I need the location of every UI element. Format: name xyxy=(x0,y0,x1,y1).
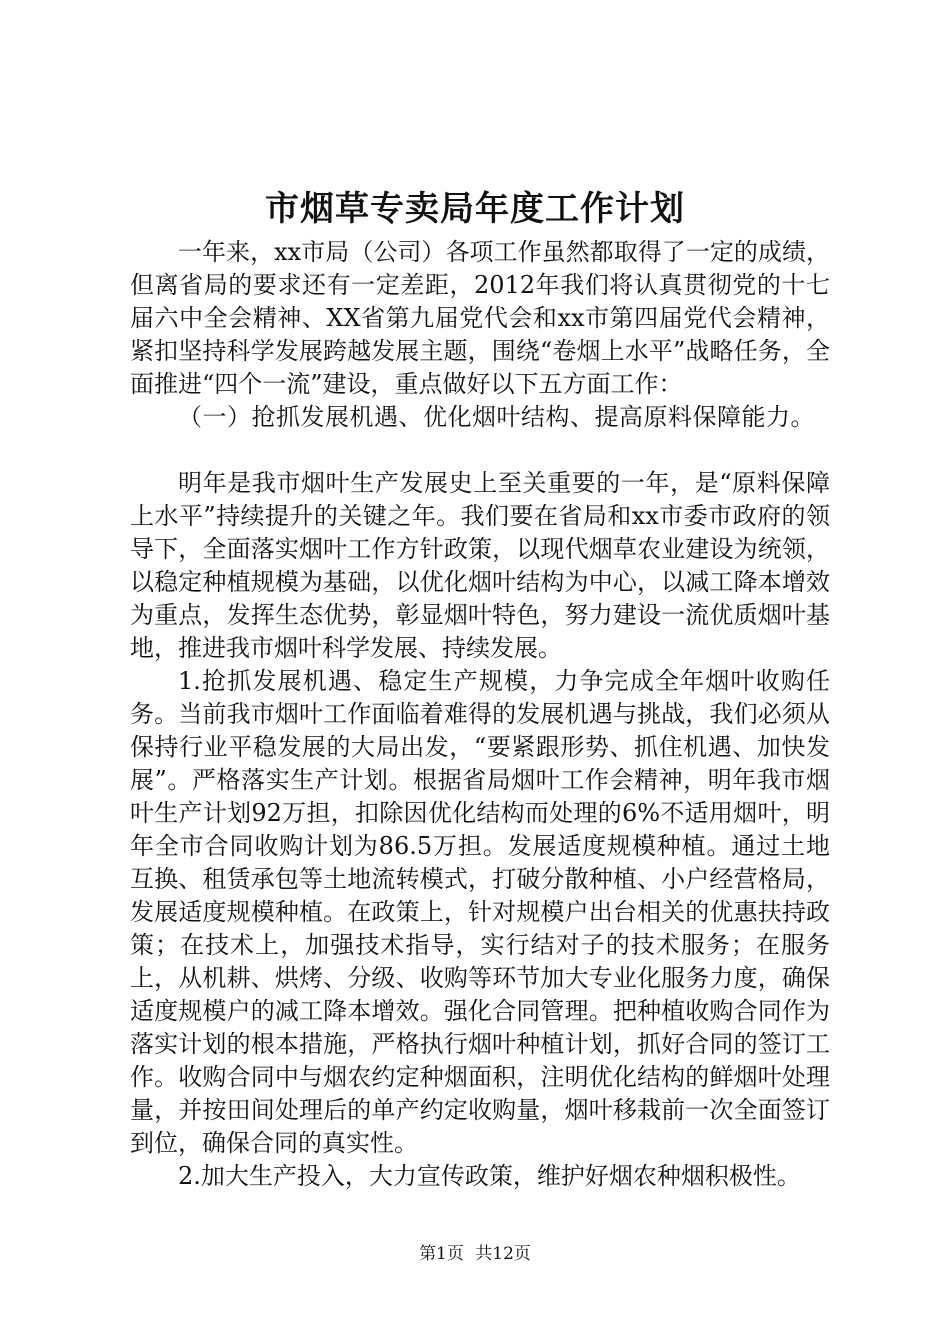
page-footer xyxy=(0,1242,950,1266)
page-number: 第1页 xyxy=(419,1244,464,1264)
body-paragraph: 1.抢抓发展机遇、稳定生产规模，力争完成全年烟叶收购任务。当前我市烟叶工作面临着难得的发展机遇与挑战，我们必须从保持行业平稳发展的大局出发，“要紧跟形势、抓住机遇、加快发展”。严格落实生产计划。根据省局烟叶工作会精神，明年我市烟叶生产计划92万担，扣除因优化结构而处理的6%不适用烟叶，明年全市合同收购计划为86.5万担。发展适度规模种植。通过土地互换、租赁承包等土地流转模式，打破分散种植、小户经营格局，发展适度规模种植。在政策上，针对规模户出台相关的优惠扶持政策；在技术上，加强技术指导，实行结对子的技术服务；在服务上，从机耕、烘烤、分级、收购等环节加大专业化服务力度，确保适度规模户的减工降本增效。强化合同管理。把种植收购合同作为落实计划的根本措施，严格执行烟叶种植计划，抓好合同的签订工作。收购合同中与烟农约定种烟面积，注明优化结构的鲜烟叶处理量，并按田间处理后的单产约定收购量，烟叶移栽前一次全面签订到位，确保合同的真实性。 xyxy=(130,667,830,1157)
body-paragraph: 2.加大生产投入，大力宣传政策，维护好烟农种烟积极性。 xyxy=(178,1162,801,1190)
document-title: 市烟草专卖局年度工作计划 xyxy=(265,189,685,229)
body-paragraph: 明年是我市烟叶生产发展史上至关重要的一年，是“原料保障上水平”持续提升的关键之年。我们要在省局和xx市委市政府的领导下，全面落实烟叶工作方针政策，以现代烟草农业建设为统领，以稳定种植规模为基础，以优化烟叶结构为中心，以减工降本增效为重点，发挥生态优势，彰显烟叶特色，努力建设一流优质烟叶基地，推进我市烟叶科学发展、持续发展。 xyxy=(130,469,830,662)
section-heading: （一）抢抓发展机遇、优化烟叶结构、提高原料保障能力。 xyxy=(178,403,815,431)
intro-paragraph: 一年来，xx市局（公司）各项工作虽然都取得了一定的成绩，但离省局的要求还有一定差距，2012年我们将认真贯彻党的十七届六中全会精神、XX省第九届党代会和xx市第四届党代会精神，紧扣坚持科学发展跨越发展主题，围绕“卷烟上水平”战略任务，全面推进“四个一流”建设，重点做好以下五方面工作： xyxy=(130,238,830,398)
page-total: 共12页 xyxy=(475,1244,531,1264)
document-body xyxy=(130,236,830,1193)
